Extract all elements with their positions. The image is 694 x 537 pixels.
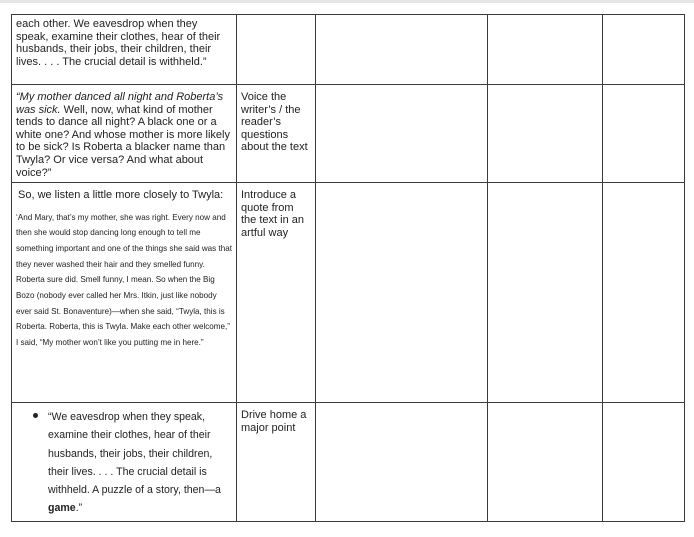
- excerpt-italic: “My mother danced all night and Roberta’s was sick.: [16, 91, 224, 116]
- empty-cell: [602, 403, 684, 522]
- empty-cell: [316, 403, 488, 522]
- excerpt-text: each other. We eavesdrop when they speak, examine their clothes, hear of their husbands, their jobs, their children, their lives. . . . The crucial detail is withheld.”: [16, 18, 221, 68]
- bullet-text: [48, 408, 228, 518]
- purpose-cell: [237, 15, 316, 85]
- empty-cell: [602, 85, 684, 183]
- empty-cell: [602, 183, 684, 403]
- empty-cell: [316, 183, 488, 403]
- table-row: [12, 403, 685, 522]
- table-row: [12, 183, 685, 403]
- purpose-text: Voice the writer’s / the reader’s questions about the text: [241, 91, 308, 153]
- text-cell: [12, 15, 237, 85]
- empty-cell: [602, 15, 684, 85]
- empty-cell: [488, 85, 603, 183]
- intro-text: So, we listen a little more closely to Twyla:: [18, 189, 224, 201]
- purpose-cell: [237, 403, 316, 522]
- empty-cell: [488, 403, 603, 522]
- quote-text: ‘And Mary, that’s my mother, she was right. Every now and then she would stop dancing long enough to tell me something important and one of the things she said was that they never washed their hair and they smelled funny. Roberta sure did. Smell funny, I mean. So when the Big Bozo (nobody ever called her Mrs. Itkin, just like nobody ever said St. Bonaventure)—when she said, “Twyla, this is Roberta. Roberta, this is Twyla. Make each other welcome,” I said, “My mother won’t like you putting me in here.”: [16, 212, 232, 348]
- bullet-text-end: .”: [75, 502, 83, 515]
- bullet-text-main: “We eavesdrop when they speak, examine their clothes, hear of their husbands, their jobs, their children, their lives. . . . The crucial detail is withheld. A puzzle of a story, then—a: [48, 411, 221, 497]
- empty-cell: [316, 85, 488, 183]
- bullet-text-bold: game: [48, 502, 76, 515]
- annotation-table: [11, 14, 685, 522]
- text-cell: [12, 85, 237, 183]
- empty-cell: [316, 15, 488, 85]
- bullet-item: [12, 403, 236, 518]
- text-cell: [12, 403, 237, 522]
- excerpt-rest: Well, now, what kind of mother tends to dance all night? A black one or a white one? And whose mother is more likely to be sick? Is Roberta a blacker name than Twyla? Or vice versa? And what about voice?”: [16, 103, 230, 179]
- excerpt-text: [12, 85, 236, 179]
- table-row: [12, 85, 685, 183]
- bullet-icon: [33, 413, 38, 418]
- purpose-text: [237, 15, 315, 21]
- purpose-text: Drive home a major point: [241, 409, 307, 434]
- top-edge-bar: [0, 0, 694, 3]
- table-row: [12, 15, 685, 85]
- empty-cell: [488, 183, 603, 403]
- purpose-cell: [237, 85, 316, 183]
- purpose-cell: [237, 183, 316, 403]
- empty-cell: [488, 15, 603, 85]
- purpose-text: Introduce a quote from the text in an artful way: [241, 189, 304, 239]
- text-cell: [12, 183, 237, 403]
